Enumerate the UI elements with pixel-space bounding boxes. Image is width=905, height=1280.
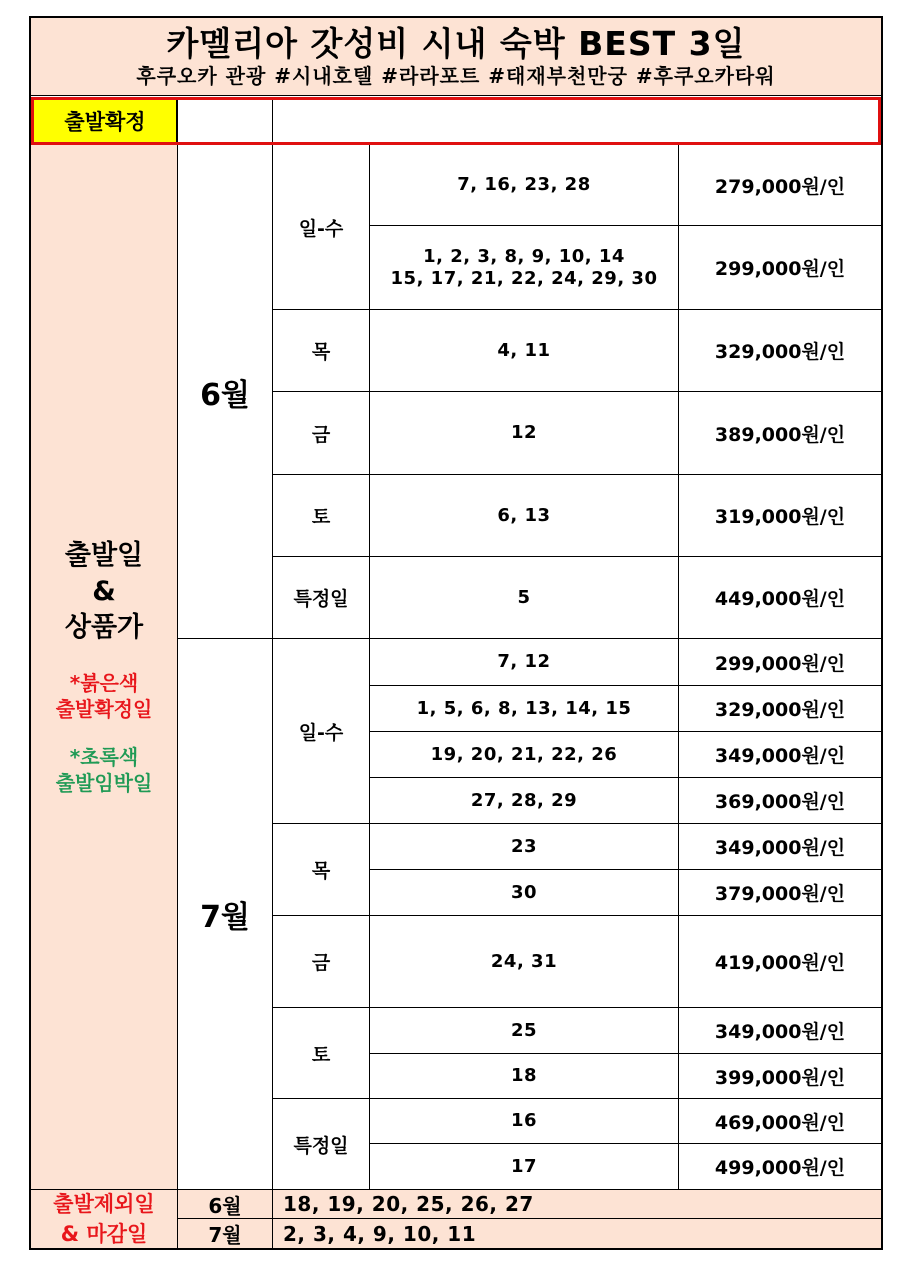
july-dates-6: 30 [370,870,679,916]
june-dates-5-line: 6, 13 [497,504,551,526]
confirmed-blank-cell [178,100,273,142]
july-price-6: 379,000원/인 [679,870,881,916]
june-day-sat: 토 [273,475,370,557]
july-dates-11: 17 [370,1144,679,1189]
june-dates-5 [370,475,679,557]
july-price-10: 469,000원/인 [679,1099,881,1144]
excluded-dates-label-1: 출발제외일 [53,1192,155,1216]
june-price-6: 449,000원/인 [679,557,881,639]
june-day-fri: 금 [273,392,370,475]
legend-green-title: *초록색 [69,745,139,769]
july-price-2: 329,000원/인 [679,686,881,732]
july-dates-10: 16 [370,1099,679,1144]
month-july: 7월 [178,639,273,1189]
july-price-1: 299,000원/인 [679,639,881,686]
july-day-sat: 토 [273,1008,370,1099]
confirmed-departure-label: 출발확정 [34,100,178,142]
june-price-5: 319,000원/인 [679,475,881,557]
june-dates-2-line-1: 1, 2, 3, 8, 9, 10, 14 [423,245,625,267]
excluded-july-dates: 2, 3, 4, 9, 10, 11 [273,1219,881,1248]
july-day-special: 특정일 [273,1099,370,1189]
june-dates-4 [370,392,679,475]
july-price-5: 349,000원/인 [679,824,881,870]
legend-red-title: *붉은색 [69,671,139,695]
july-price-11: 499,000원/인 [714,1157,846,1179]
page-title: 카멜리아 갓성비 시내 숙박 BEST 3일 [166,23,746,63]
july-dates-4: 27, 28, 29 [370,778,679,824]
page-subtitle: 후쿠오카 관광 #시내호텔 #라라포트 #태재부천만궁 #후쿠오카타워 [136,63,776,88]
side-label-column [31,145,178,1189]
june-dates-6 [370,557,679,639]
excluded-june-dates: 18, 19, 20, 25, 26, 27 [273,1189,881,1219]
legend-green-desc: 출발임박일 [55,771,153,795]
july-day-fri: 금 [273,916,370,1008]
july-price-7: 419,000원/인 [679,916,881,1008]
excluded-dates-label-2: & 마감일 [60,1222,148,1246]
july-dates-3: 19, 20, 21, 22, 26 [370,732,679,778]
side-label-departure: 출발일 [64,540,144,571]
july-dates-5: 23 [370,824,679,870]
june-price-4: 389,000원/인 [679,392,881,475]
june-price-3: 329,000원/인 [679,310,881,392]
july-dates-9: 18 [370,1054,679,1099]
june-dates-4-line: 12 [510,422,538,443]
june-dates-2-line-2: 15, 17, 21, 22, 24, 29, 30 [390,267,658,289]
excluded-july-month: 7월 [178,1219,273,1248]
june-dates-1 [370,145,679,226]
july-price-8: 349,000원/인 [679,1008,881,1054]
june-day-sun-wed: 일-수 [273,145,370,310]
june-day-special: 특정일 [273,557,370,639]
june-dates-6-line: 5 [517,586,531,608]
price-sheet [29,16,883,1250]
july-day-sun-wed: 일-수 [273,639,370,824]
june-dates-3-line: 4, 11 [497,339,551,361]
july-dates-8: 25 [370,1008,679,1054]
excluded-june-month: 6월 [178,1189,273,1219]
june-price-1: 279,000원/인 [679,145,881,226]
july-dates-2: 1, 5, 6, 8, 13, 14, 15 [370,686,679,732]
june-day-thu: 목 [273,310,370,392]
june-price-2: 299,000원/인 [679,226,881,310]
july-day-thu: 목 [273,824,370,916]
month-june: 6월 [178,145,273,639]
excluded-dates-label [31,1189,178,1248]
header [31,18,881,96]
side-label-and: & [92,576,116,607]
june-dates-2 [370,226,679,310]
june-dates-3 [370,310,679,392]
july-price-9: 399,000원/인 [679,1054,881,1099]
legend-red-desc: 출발확정일 [55,697,153,721]
side-label-price: 상품가 [64,612,144,643]
july-dates-7: 24, 31 [370,916,679,1008]
july-price-4: 369,000원/인 [679,778,881,824]
june-dates-1-line: 7, 16, 23, 28 [457,174,591,195]
july-dates-1: 7, 12 [370,639,679,686]
july-price-3: 349,000원/인 [679,732,881,778]
